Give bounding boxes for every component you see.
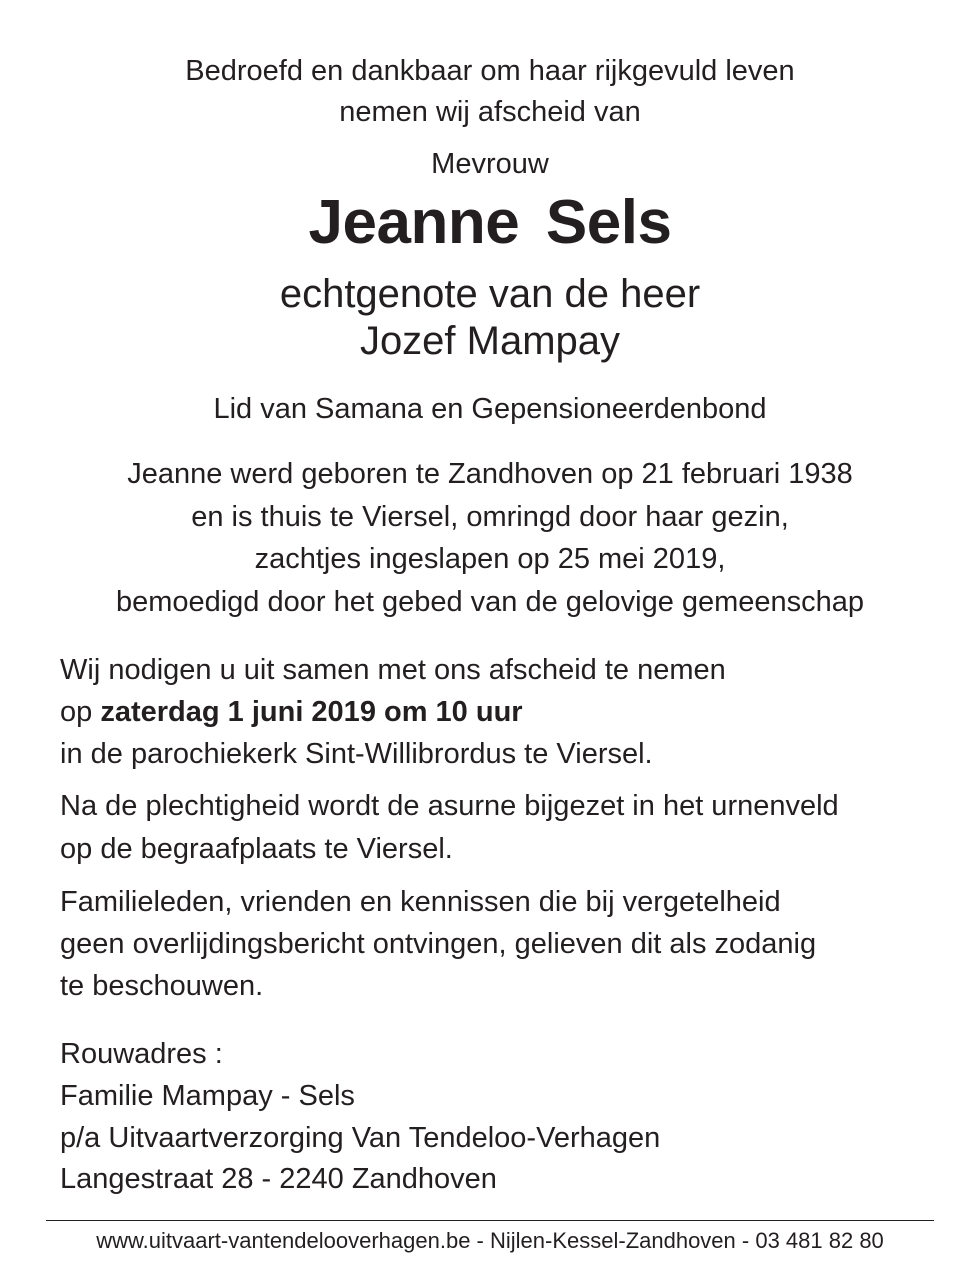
- intro-line-2: nemen wij afscheid van: [339, 96, 641, 128]
- address-family: Familie Mampay - Sels: [60, 1080, 355, 1112]
- deceased-name: Jeanne Sels: [308, 188, 672, 257]
- footer-divider: [46, 1220, 934, 1221]
- address-care-of: p/a Uitvaartverzorging Van Tendeloo-Verhagen: [60, 1122, 661, 1154]
- membership: Lid van Samana en Gepensioneerdenbond: [213, 393, 767, 425]
- burial-line-1: Na de plechtigheid wordt de asurne bijgezet in het urnenveld: [60, 790, 839, 822]
- ceremony-line-2: [60, 698, 523, 727]
- notice-line-2: geen overlijdingsbericht ontvingen, gelieven dit als zodanig: [60, 928, 817, 960]
- address-street: Langestraat 28 - 2240 Zandhoven: [60, 1163, 497, 1195]
- spouse-name: Jozef Mampay: [359, 319, 621, 363]
- intro-line-1: Bedroefd en dankbaar om haar rijkgevuld leven: [185, 55, 795, 87]
- spouse-line-1: echtgenote van de heer: [279, 272, 701, 316]
- biography-line-4: bemoedigd door het gebed van de gelovige gemeenschap: [115, 586, 865, 618]
- notice-line-1: Familieleden, vrienden en kennissen die bij vergetelheid: [60, 886, 781, 918]
- biography-line-2: en is thuis te Viersel, omringd door haar gezin,: [191, 501, 789, 533]
- title-prefix: Mevrouw: [431, 148, 549, 180]
- ceremony-date: zaterdag 1 juni 2019 om 10 uur: [100, 696, 523, 728]
- address-label: Rouwadres :: [60, 1038, 223, 1070]
- notice-line-3: te beschouwen.: [60, 970, 264, 1002]
- footer-contact: www.uitvaart-vantendelooverhagen.be - Nijlen-Kessel-Zandhoven - 03 481 82 80: [96, 1228, 884, 1253]
- ceremony-prefix: op: [60, 696, 101, 728]
- ceremony-line-3: in de parochiekerk Sint-Willibrordus te Viersel.: [60, 738, 653, 770]
- biography-line-1: Jeanne werd geboren te Zandhoven op 21 februari 1938: [127, 458, 853, 490]
- ceremony-line-1: Wij nodigen u uit samen met ons afscheid te nemen: [60, 654, 726, 686]
- burial-line-2: op de begraafplaats te Viersel.: [60, 833, 453, 865]
- biography-line-3: zachtjes ingeslapen op 25 mei 2019,: [254, 543, 726, 575]
